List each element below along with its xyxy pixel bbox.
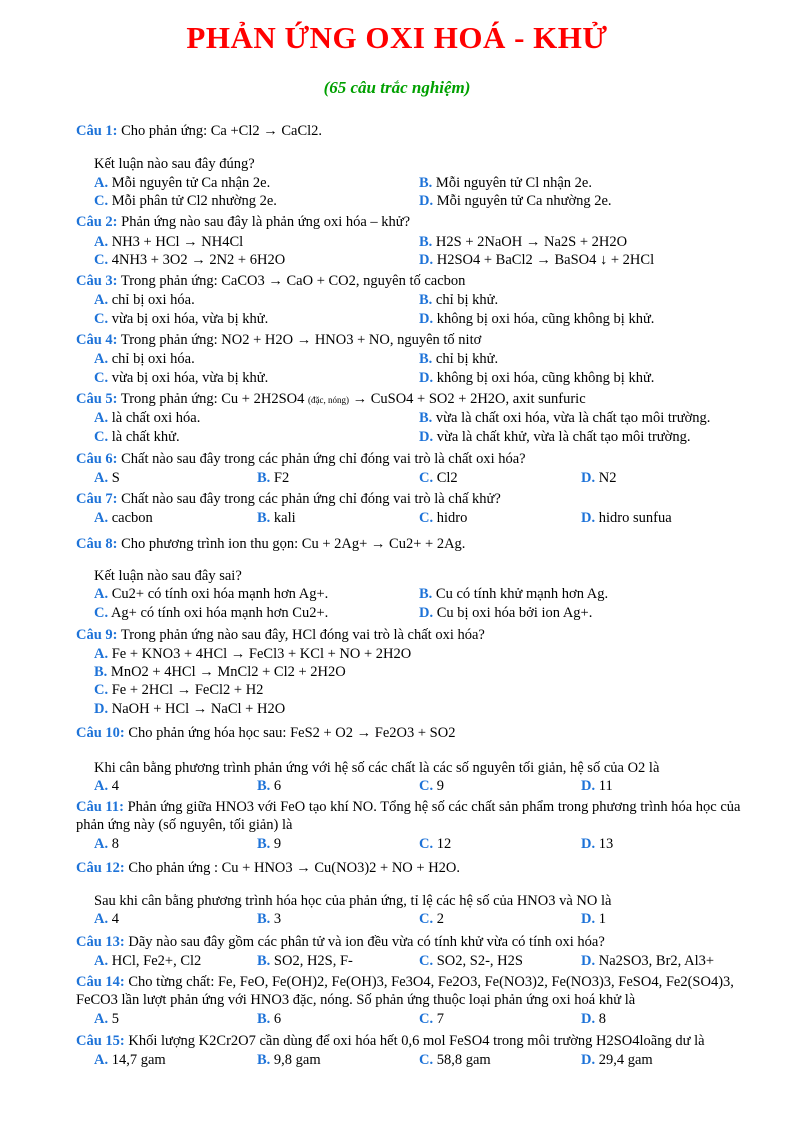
option-b: B. chỉ bị khử.: [419, 292, 499, 308]
option-b: B. H2S + 2NaOH → Na2S + 2H2O: [419, 234, 628, 250]
option-c: C. hidro: [419, 510, 468, 526]
option-d: D. Mỗi nguyên tử Ca nhường 2e.: [419, 193, 612, 209]
option-c: C. 2: [419, 911, 444, 927]
question-stem: Cho phản ứng hóa học sau: FeS2 + O2 → Fe2O3 + SO2: [128, 725, 456, 741]
option-a: A. NH3 + HCl → NH4Cl: [94, 234, 244, 250]
option-b: B. MnO2 + 4HCl → MnCl2 + Cl2 + 2H2O: [94, 664, 346, 680]
option-c: C. Cl2: [419, 470, 458, 486]
option-d: D. N2: [581, 470, 617, 486]
question-prompt: Sau khi cân bằng phương trình hóa học của phản ứng, tỉ lệ các hệ số của HNO3 và NO là: [94, 893, 612, 909]
question-14: [76, 973, 766, 1009]
question-label: Câu 4:: [76, 332, 118, 348]
question-stem: Trong phản ứng: CaCO3 → CaO + CO2, nguyên tố cacbon: [120, 273, 466, 289]
option-a: A. 4: [94, 911, 119, 927]
option-c: C. 9: [419, 778, 444, 794]
option-a: A. chỉ bị oxi hóa.: [94, 351, 195, 367]
option-a: A. 4: [94, 778, 119, 794]
question-label: Câu 11:: [76, 799, 124, 815]
option-d: D. 8: [581, 1011, 606, 1027]
option-b: B. F2: [257, 470, 290, 486]
option-d: D. không bị oxi hóa, cũng không bị khử.: [419, 370, 655, 386]
option-c: C. Mỗi phân tử Cl2 nhường 2e.: [94, 193, 277, 209]
option-d: D. không bị oxi hóa, cũng không bị khử.: [419, 311, 655, 327]
question-11: [76, 798, 766, 834]
option-a: A. là chất oxi hóa.: [94, 410, 201, 426]
option-b: B. SO2, H2S, F-: [257, 953, 353, 969]
option-d: D. 11: [581, 778, 613, 794]
option-c: C. vừa bị oxi hóa, vừa bị khử.: [94, 370, 269, 386]
option-a: A. 14,7 gam: [94, 1052, 166, 1068]
option-a: A. 5: [94, 1011, 119, 1027]
option-c: C. Fe + 2HCl → FeCl2 + H2: [94, 682, 264, 698]
option-a: A. cacbon: [94, 510, 153, 526]
option-c: C. 12: [419, 836, 452, 852]
question-label: Câu 14:: [76, 974, 125, 990]
option-d: D. 13: [581, 836, 614, 852]
option-a: A. chỉ bị oxi hóa.: [94, 292, 195, 308]
option-b: B. kali: [257, 510, 296, 526]
option-a: A. Cu2+ có tính oxi hóa mạnh hơn Ag+.: [94, 586, 329, 602]
page-subtitle: (65 câu trắc nghiệm): [323, 78, 471, 97]
question-label: Câu 8:: [76, 536, 118, 552]
option-b: B. 9: [257, 836, 282, 852]
option-b: B. Mỗi nguyên tử Cl nhận 2e.: [419, 175, 592, 191]
option-a: A. S: [94, 470, 120, 486]
option-c: C. vừa bị oxi hóa, vừa bị khử.: [94, 311, 269, 327]
question-3: [76, 272, 766, 290]
question-stem: Trong phản ứng: Cu + 2H2SO4 (đặc, nóng) → CuSO4 + SO2 + 2H2O, axit sunfuric: [120, 391, 586, 407]
option-d: D. NaOH + HCl → NaCl + H2O: [94, 701, 286, 717]
question-6: [76, 450, 766, 468]
question-label: Câu 15:: [76, 1033, 125, 1049]
option-a: A. 8: [94, 836, 119, 852]
option-c: C. là chất khử.: [94, 429, 180, 445]
question-label: Câu 12:: [76, 860, 125, 876]
question-label: Câu 6:: [76, 451, 118, 467]
option-d: D. vừa là chất khử, vừa là chất tạo môi trường.: [419, 429, 691, 445]
question-15: [76, 1032, 766, 1050]
question-label: Câu 3:: [76, 273, 118, 289]
option-c: C. SO2, S2-, H2S: [419, 953, 523, 969]
question-2: [76, 213, 766, 231]
question-12: [76, 859, 766, 877]
question-stem: Khối lượng K2Cr2O7 cần dùng để oxi hóa hết 0,6 mol FeSO4 trong môi trường H2SO4loãng dư là: [128, 1033, 705, 1049]
question-label: Câu 9:: [76, 627, 118, 643]
question-stem: Phản ứng nào sau đây là phản ứng oxi hóa – khử?: [121, 214, 411, 230]
question-stem: Trong phản ứng nào sau đây, HCl đóng vai trò là chất oxi hóa?: [120, 627, 485, 643]
option-c: C. Ag+ có tính oxi hóa mạnh hơn Cu2+.: [94, 605, 329, 621]
question-stem: Cho phương trình ion thu gọn: Cu + 2Ag+ → Cu2+ + 2Ag.: [121, 536, 466, 552]
question-stem: Chất nào sau đây trong các phản ứng chỉ đóng vai trò là chấ khử?: [121, 491, 501, 507]
question-stem: Cho từng chất: Fe, FeO, Fe(OH)2, Fe(OH)3, Fe3O4, Fe2O3, Fe(NO3)2, Fe(NO3)3, FeSO4, Fe2(SO4)3, FeCO3 lần lượt phản ứng với HNO3 đặc, nóng. Số phản ứng thuộc loại phản ứng oxi hoá khử là: [76, 974, 734, 1008]
option-b: B. 3: [257, 911, 282, 927]
option-d: D. H2SO4 + BaCl2 → BaSO4 ↓ + 2HCl: [419, 252, 655, 268]
question-1: [76, 122, 766, 140]
question-10: [76, 724, 766, 742]
question-7: [76, 490, 766, 508]
question-4: [76, 331, 766, 349]
option-b: B. 6: [257, 1011, 282, 1027]
question-prompt: Kết luận nào sau đây đúng?: [94, 156, 255, 172]
question-stem: Chất nào sau đây trong các phản ứng chỉ đóng vai trò là chất oxi hóa?: [121, 451, 526, 467]
option-b: B. Cu có tính khử mạnh hơn Ag.: [419, 586, 609, 602]
question-label: Câu 7:: [76, 491, 118, 507]
option-b: B. chỉ bị khử.: [419, 351, 499, 367]
question-label: Câu 1:: [76, 123, 118, 139]
question-label: Câu 2:: [76, 214, 118, 230]
question-stem: Trong phản ứng: NO2 + H2O → HNO3 + NO, nguyên tố nitơ: [120, 332, 482, 348]
option-a: A. Mỗi nguyên tử Ca nhận 2e.: [94, 175, 271, 191]
question-stem: Phản ứng giữa HNO3 với FeO tạo khí NO. Tổng hệ số các chất sản phẩm trong phương trình hóa học của phản ứng này (số nguyên, tối giản) là: [76, 799, 741, 833]
option-a: A. Fe + KNO3 + 4HCl → FeCl3 + KCl + NO + 2H2O: [94, 646, 412, 662]
question-stem: Cho phản ứng: Ca +Cl2 → CaCl2.: [121, 123, 323, 139]
option-a: A. HCl, Fe2+, Cl2: [94, 953, 202, 969]
option-b: B. 9,8 gam: [257, 1052, 321, 1068]
question-label: Câu 10:: [76, 725, 125, 741]
option-d: D. 1: [581, 911, 606, 927]
question-stem: Cho phản ứng : Cu + HNO3 → Cu(NO3)2 + NO + H2O.: [128, 860, 461, 876]
option-d: D. 29,4 gam: [581, 1052, 653, 1068]
option-b: B. 6: [257, 778, 282, 794]
question-13: [76, 933, 766, 951]
option-c: C. 4NH3 + 3O2 → 2N2 + 6H2O: [94, 252, 286, 268]
question-stem: Dãy nào sau đây gồm các phân tử và ion đều vừa có tính khử vừa có tính oxi hóa?: [128, 934, 605, 950]
question-prompt: Kết luận nào sau đây sai?: [94, 568, 242, 584]
page-title: PHẢN ỨNG OXI HOÁ - KHỬ: [186, 20, 608, 55]
option-d: D. Cu bị oxi hóa bởi ion Ag+.: [419, 605, 593, 621]
question-label: Câu 5:: [76, 391, 118, 407]
question-9: [76, 626, 766, 644]
option-d: D. hidro sunfua: [581, 510, 672, 526]
option-c: C. 58,8 gam: [419, 1052, 491, 1068]
question-8: [76, 535, 766, 553]
option-b: B. vừa là chất oxi hóa, vừa là chất tạo môi trường.: [419, 410, 711, 426]
question-prompt: Khi cân bằng phương trình phản ứng với hệ số các chất là các số nguyên tối giản, hệ số của O2 là: [94, 760, 660, 776]
option-d: D. Na2SO3, Br2, Al3+: [581, 953, 715, 969]
question-label: Câu 13:: [76, 934, 125, 950]
option-c: C. 7: [419, 1011, 444, 1027]
question-5: [76, 390, 766, 409]
